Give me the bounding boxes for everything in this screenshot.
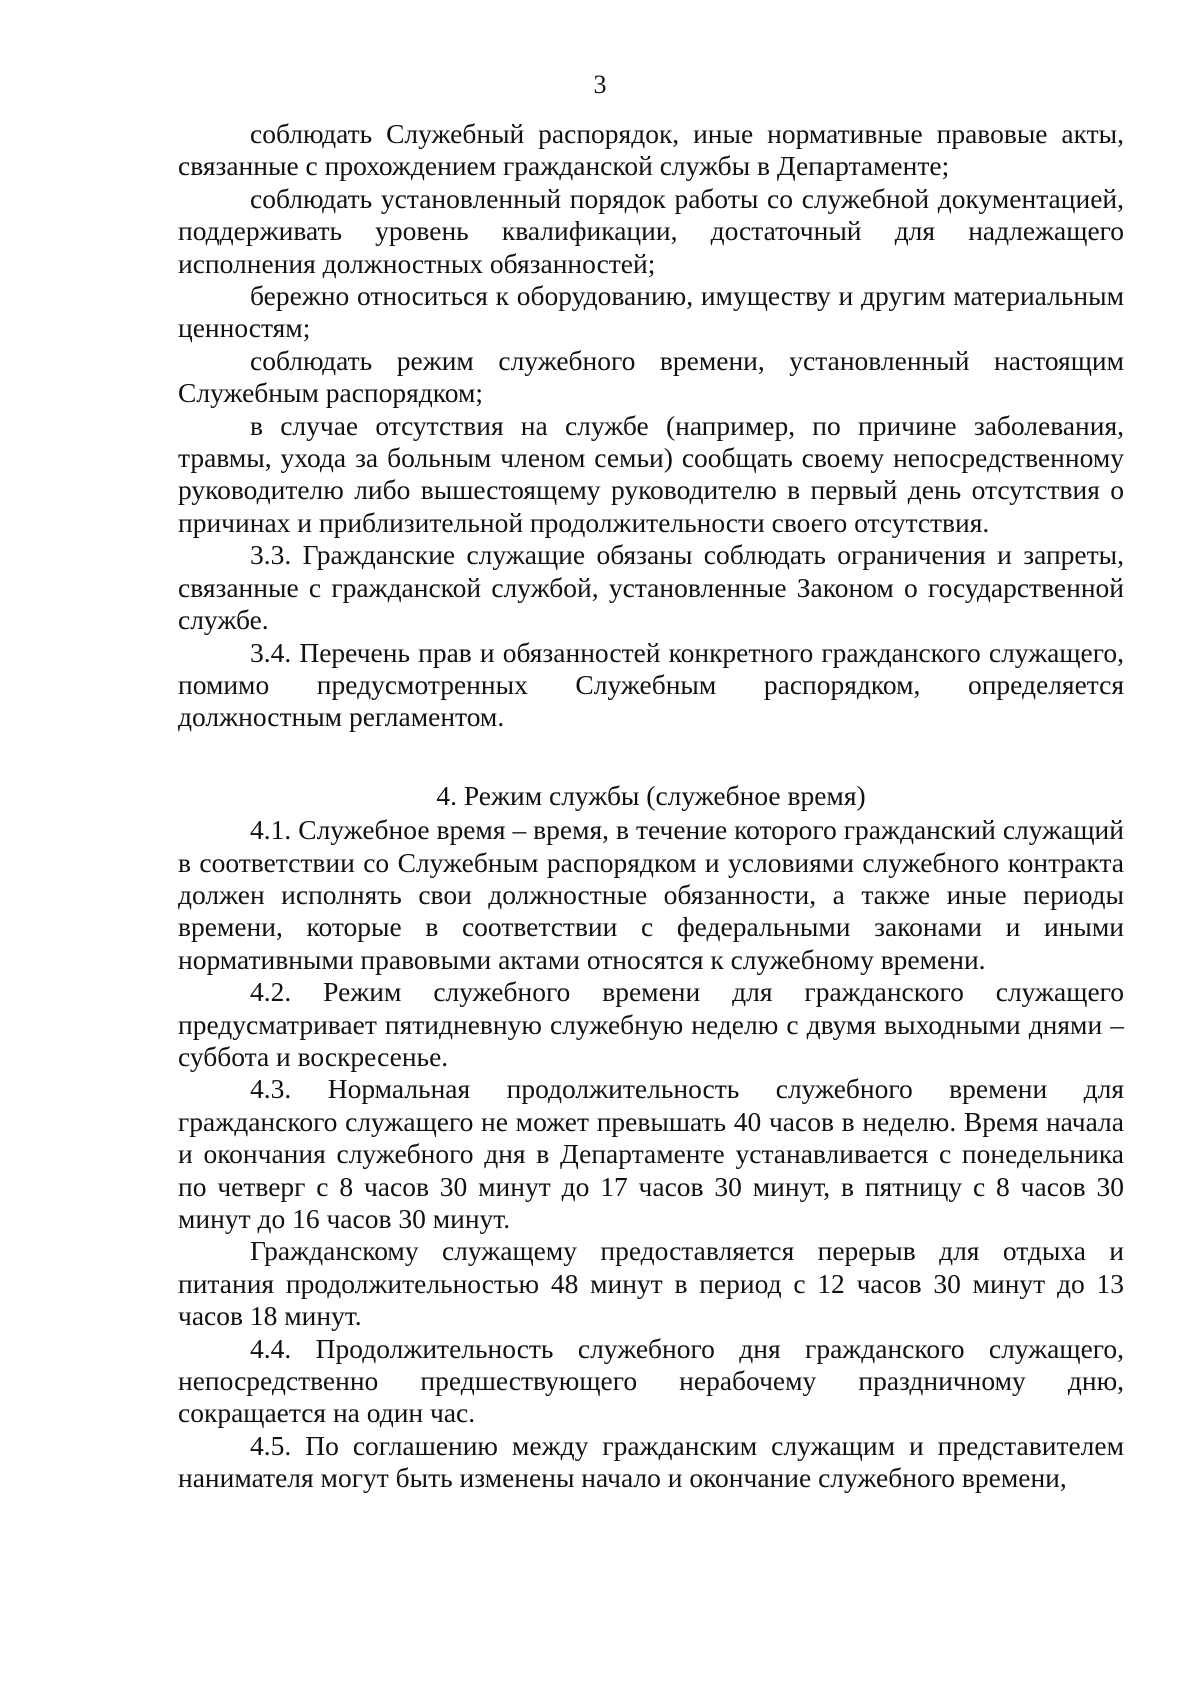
paragraph-3-3: 3.3. Гражданские служащие обязаны соблюдать ограничения и запреты, связанные с гражданской службой, установленные Законом о государственной службе.	[178, 539, 1124, 636]
paragraph-4-1: 4.1. Служебное время – время, в течение которого гражданский служащий в соответствии со Служебным распорядком и условиями служебного контракта должен исполнять свои должностные обязанности, а также иные периоды времени, которые в соответствии с федеральными законами и иными нормативными правовыми актами относятся к служебному времени.	[178, 814, 1124, 975]
paragraph-4-4: 4.4. Продолжительность служебного дня гражданского служащего, непосредственно предшествующего нерабочему праздничному дню, сокращается на один час.	[178, 1332, 1124, 1429]
paragraph-4-3: 4.3. Нормальная продолжительность служебного времени для гражданского служащего не может превышать 40 часов в неделю. Время начала и окончания служебного дня в Департаменте устанавливается с понедельника по четверг с 8 часов 30 минут до 17 часов 30 минут, в пятницу с 8 часов 30 минут до 16 часов 30 минут.	[178, 1073, 1124, 1234]
paragraph: соблюдать Служебный распорядок, иные нормативные правовые акты, связанные с прохождением гражданской службы в Департаменте;	[178, 118, 1124, 182]
paragraph: в случае отсутствия на службе (например, по причине заболевания, травмы, ухода за больным членом семьи) сообщать своему непосредственному руководителю либо вышестоящему руководителю в первый день отсутствия о причинах и приблизительной продолжительности своего отсутствия.	[178, 409, 1124, 538]
paragraph: бережно относиться к оборудованию, имуществу и другим материальным ценностям;	[178, 280, 1124, 344]
paragraph-3-4: 3.4. Перечень прав и обязанностей конкретного гражданского служащего, помимо предусмотренных Служебным распорядком, определяется должностным регламентом.	[178, 636, 1124, 733]
paragraph-4-5: 4.5. По соглашению между гражданским служащим и представителем нанимателя могут быть изменены начало и окончание служебного времени,	[178, 1429, 1124, 1494]
paragraph-4-2: 4.2. Режим служебного времени для гражданского служащего предусматривает пятидневную служебную неделю с двумя выходными днями – суббота и воскресенье.	[178, 976, 1124, 1072]
page-number: 3	[593, 70, 607, 99]
document-body	[178, 118, 1124, 1495]
paragraph: соблюдать установленный порядок работы со служебной документацией, поддерживать уровень квалификации, достаточный для надлежащего исполнения должностных обязанностей;	[178, 182, 1124, 279]
paragraph: соблюдать режим служебного времени, установленный настоящим Служебным распорядком;	[178, 344, 1124, 409]
section-title: 4. Режим службы (служебное время)	[436, 779, 866, 811]
paragraph: Гражданскому служащему предоставляется перерыв для отдыха и питания продолжительностью 48 минут в период с 12 часов 30 минут до 13 часов 18 минут.	[178, 1235, 1124, 1332]
